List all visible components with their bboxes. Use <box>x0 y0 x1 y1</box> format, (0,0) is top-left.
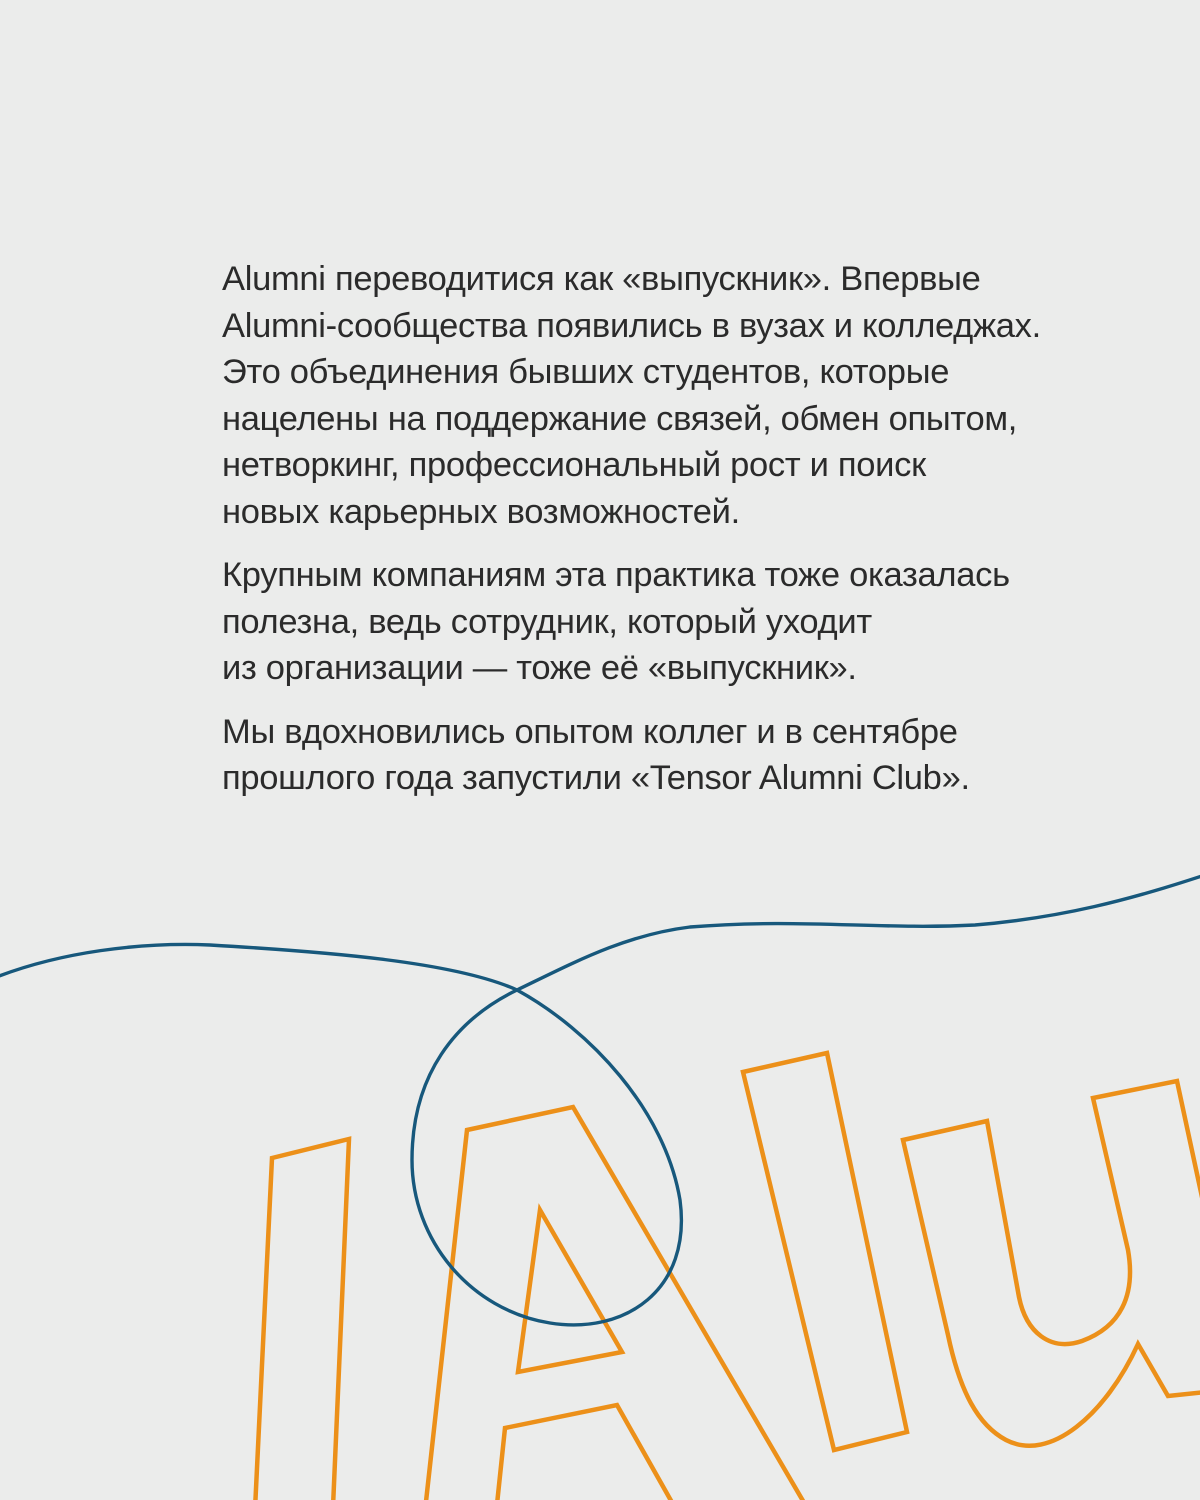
text-line: Это объединения бывших студентов, которые <box>222 353 950 391</box>
text-line: Мы вдохновились опытом коллег и в сентябре <box>222 712 958 751</box>
text-line: нетворкинг, профессиональный рост и поиск <box>222 446 926 484</box>
alumni-outline-letters <box>254 1053 1200 1500</box>
blue-curve-line <box>0 874 1200 1325</box>
paragraph-1 <box>222 256 1082 535</box>
letter-a-outline <box>420 1107 820 1500</box>
article-text <box>222 256 1082 802</box>
letter-a-counter <box>518 1210 622 1372</box>
letter-l-outline <box>254 1139 349 1500</box>
paragraph-2 <box>222 552 1082 692</box>
text-line: Alumni-сообщества появились в вузах и колледжах. <box>222 306 1041 345</box>
text-line: полезна, ведь сотрудник, который уходит <box>222 602 872 641</box>
letter-l2-outline <box>743 1053 907 1450</box>
letter-u-outline <box>903 1081 1200 1446</box>
text-line: нацелены на поддержание связей, обмен опытом, <box>222 399 1018 438</box>
text-line: из организации — тоже её «выпускник». <box>222 649 857 687</box>
paragraph-3 <box>222 709 1082 802</box>
text-line: Крупным компаниям эта практика тоже оказалась <box>222 556 1010 594</box>
text-line: прошлого года запустили «Tensor Alumni Club». <box>222 759 970 797</box>
text-line: Alumni переводитися как «выпускник». Впервые <box>222 260 981 298</box>
text-line: новых карьерных возможностей. <box>222 492 740 531</box>
